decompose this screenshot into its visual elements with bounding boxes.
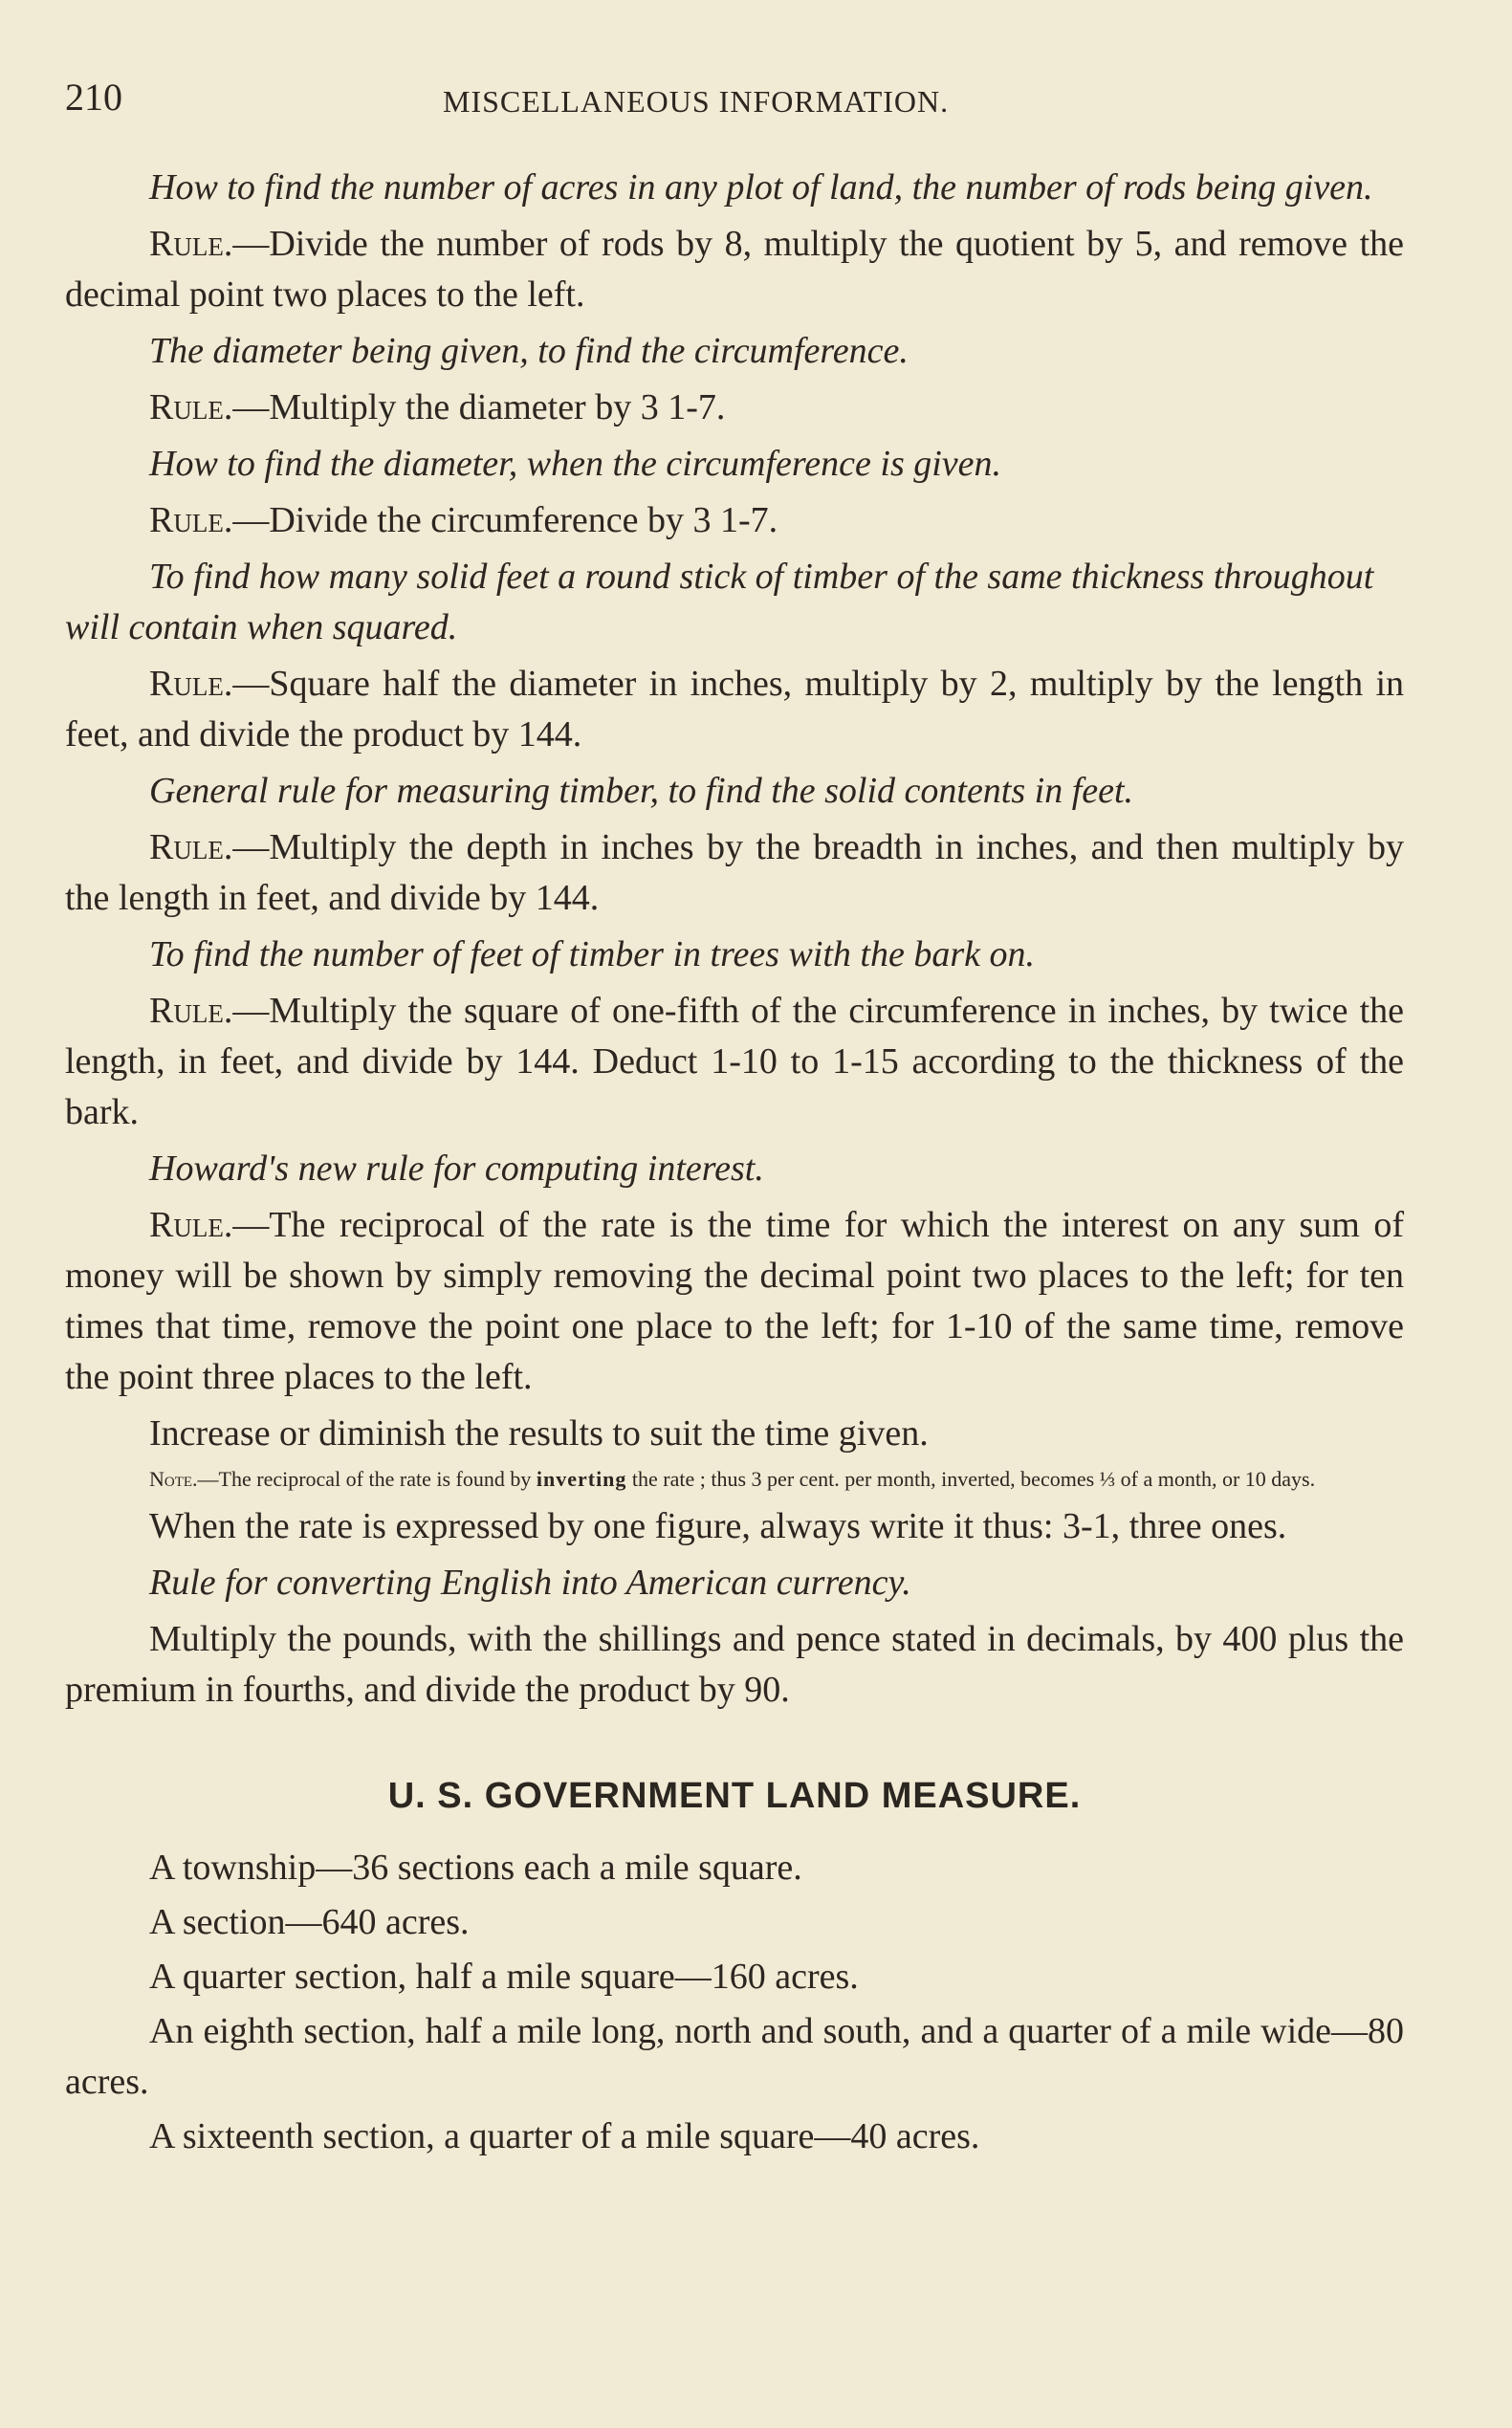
rule-label: Rule.	[149, 827, 233, 867]
rule-text: —Multiply the depth in inches by the breadth in inches, and then multiply by the length in feet, and divide by 144.	[65, 827, 1404, 918]
land-measure-heading: U. S. GOVERNMENT LAND MEASURE.	[387, 1776, 1082, 1816]
land-measure-item: A section—640 acres.	[149, 1902, 470, 1942]
rule-subheading: General rule for measuring timber, to find the solid contents in feet.	[149, 771, 1134, 811]
currency-subheading: Rule for converting English into American currency.	[149, 1563, 911, 1603]
land-measure-item: A township—36 sections each a mile square.	[149, 1848, 802, 1888]
rule-paragraph	[65, 659, 1404, 760]
rule-subheading: The diameter being given, to find the circumference.	[149, 331, 909, 371]
interest-increase-paragraph: Increase or diminish the results to suit the time given.	[149, 1413, 929, 1454]
rule-paragraph	[65, 219, 1404, 320]
rule-text: —Multiply the diameter by 3 1-7.	[232, 387, 726, 427]
rule-paragraph	[65, 986, 1404, 1138]
land-measure-item: A sixteenth section, a quarter of a mile square—40 acres.	[149, 2116, 980, 2156]
land-measure-item: An eighth section, half a mile long, north and south, and a quarter of a mile wide—80 acres.	[65, 2011, 1404, 2102]
rule-label: Rule.	[149, 1205, 233, 1245]
rule-text: —Multiply the square of one-fifth of the circumference in inches, by twice the length, in feet, and divide by 144. Deduct 1-10 to 1-15 according to the thickness of the bark.	[65, 991, 1404, 1132]
page-body	[65, 163, 1404, 2166]
rule-text: —The reciprocal of the rate is the time for which the interest on any sum of money will be shown by simply removing the decimal point two places to the left; for ten times that time, remove the point one place to the left; for 1-10 of the same time, remove the point three places to the left.	[65, 1205, 1404, 1397]
note-emphasis: inverting	[536, 1467, 627, 1491]
land-measure-item: A quarter section, half a mile square—160 acres.	[149, 1957, 859, 1997]
rule-label: Rule.	[149, 500, 233, 540]
currency-paragraph: Multiply the pounds, with the shillings and pence stated in decimals, by 400 plus the premium in fourths, and divide the product by 90.	[65, 1619, 1404, 1710]
rule-paragraph	[65, 1200, 1404, 1403]
rule-paragraph	[65, 822, 1404, 924]
rule-subheading: Howard's new rule for computing interest.	[149, 1148, 764, 1189]
rule-text: —Divide the number of rods by 8, multiply the quotient by 5, and remove the decimal point two places to the left.	[65, 224, 1404, 315]
rule-label: Rule.	[149, 664, 233, 704]
rule-label: Rule.	[149, 224, 233, 264]
interest-one-figure-paragraph: When the rate is expressed by one figure, always write it thus: 3-1, three ones.	[149, 1506, 1287, 1546]
page-number: 210	[65, 76, 122, 119]
rule-label: Rule.	[149, 991, 233, 1031]
rule-subheading: How to find the diameter, when the circumference is given.	[149, 444, 1002, 484]
rule-text: —Divide the circumference by 3 1-7.	[232, 500, 778, 540]
interest-note	[65, 1465, 1404, 1494]
rule-label: Rule.	[149, 387, 233, 427]
rule-paragraph	[65, 383, 1404, 433]
note-text-after: the rate ; thus 3 per cent. per month, inverted, becomes ⅓ of a month, or 10 days.	[626, 1467, 1316, 1491]
rule-text: —Square half the diameter in inches, multiply by 2, multiply by the length in feet, and divide the product by 144.	[65, 664, 1404, 755]
note-label: Note.	[149, 1467, 198, 1491]
rule-subheading: How to find the number of acres in any plot of land, the number of rods being given.	[149, 167, 1373, 208]
running-head: MISCELLANEOUS INFORMATION.	[443, 84, 950, 119]
rule-subheading: To find how many solid feet a round stick of timber of the same thickness throughout will contain when squared.	[65, 557, 1374, 647]
note-text-before: —The reciprocal of the rate is found by	[197, 1467, 537, 1491]
rule-subheading: To find the number of feet of timber in trees with the bark on.	[149, 934, 1036, 974]
rule-paragraph	[65, 495, 1404, 546]
page-header	[65, 75, 1404, 132]
